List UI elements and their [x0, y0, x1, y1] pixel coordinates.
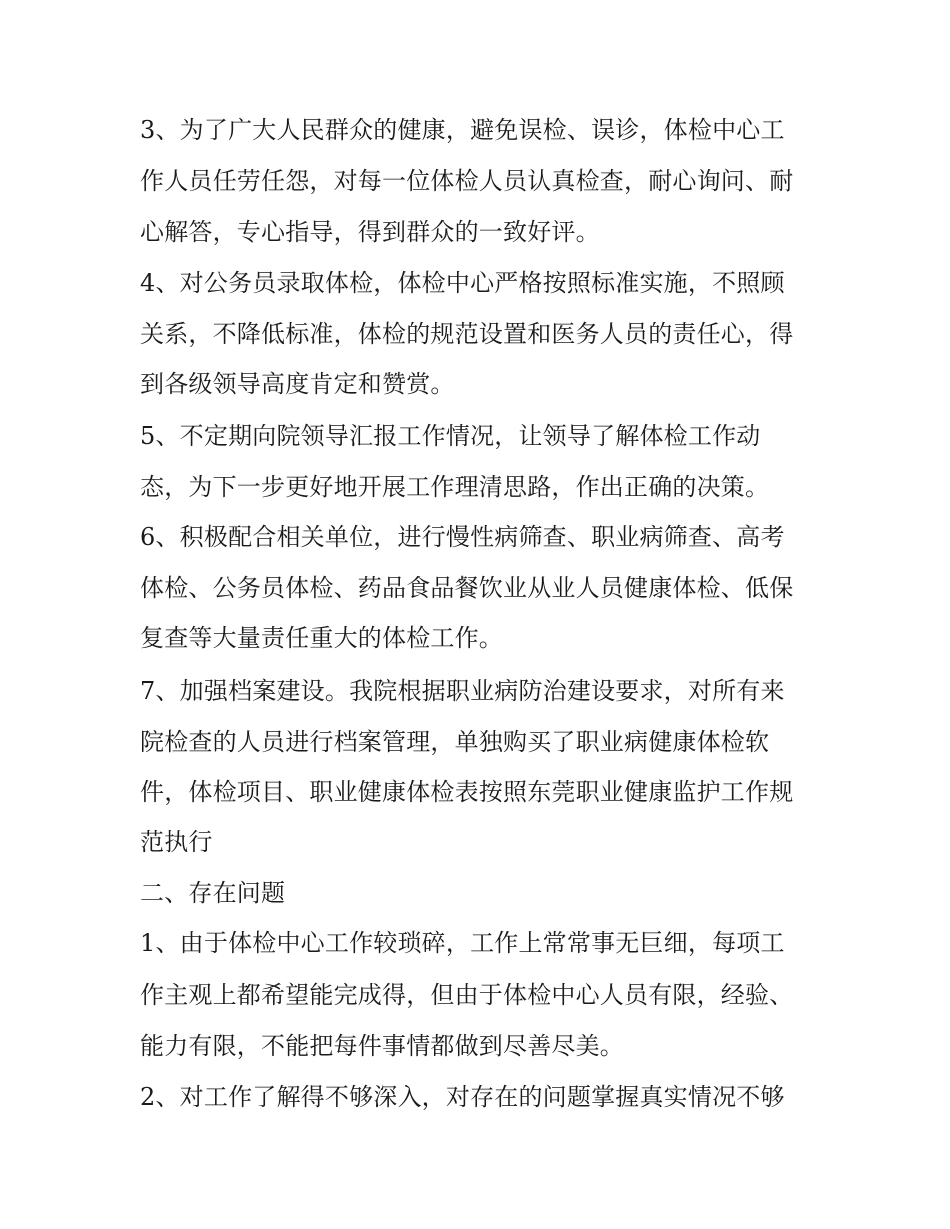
- text-line: 院检查的人员进行档案管理，单独购买了职业病健康体检软: [140, 728, 770, 756]
- text-line: 到各级领导高度肯定和赞赏。: [140, 370, 455, 398]
- text-line: 7、加强档案建设。我院根据职业病防治建设要求，对所有来: [140, 677, 785, 705]
- text-line: 关系，不降低标准，体检的规范设置和医务人员的责任心，得: [140, 320, 794, 348]
- text-line: 范执行: [140, 828, 213, 856]
- text-line: 1、由于体检中心工作较琐碎，工作上常常事无巨细，每项工: [140, 929, 785, 957]
- text-line: 体检、公务员体检、药品食品餐饮业从业人员健康体检、低保: [140, 574, 794, 602]
- text-line: 能力有限，不能把每件事情都做到尽善尽美。: [140, 1032, 624, 1060]
- section-heading: 二、存在问题: [140, 879, 286, 907]
- text-line: 作人员任劳任怨，对每一位体检人员认真检查，耐心询问、耐: [140, 167, 794, 195]
- text-line: 6、积极配合相关单位，进行慢性病筛查、职业病筛查、高考: [140, 523, 785, 551]
- text-line: 5、不定期向院领导汇报工作情况，让领导了解体检工作动: [140, 422, 761, 450]
- text-line: 心解答，专心指导，得到群众的一致好评。: [140, 218, 600, 246]
- text-line: 2、对工作了解得不够深入，对存在的问题掌握真实情况不够: [140, 1083, 785, 1111]
- text-line: 态，为下一步更好地开展工作理清思路，作出正确的决策。: [140, 473, 770, 501]
- text-line: 复查等大量责任重大的体检工作。: [140, 624, 503, 652]
- text-line: 3、为了广大人民群众的健康，避免误检、误诊，体检中心工: [140, 116, 785, 144]
- text-line: 件，体检项目、职业健康体检表按照东莞职业健康监护工作规: [140, 778, 794, 806]
- text-line: 4、对公务员录取体检，体检中心严格按照标准实施，不照顾: [140, 269, 785, 297]
- text-line: 作主观上都希望能完成得，但由于体检中心人员有限，经验、: [140, 981, 794, 1009]
